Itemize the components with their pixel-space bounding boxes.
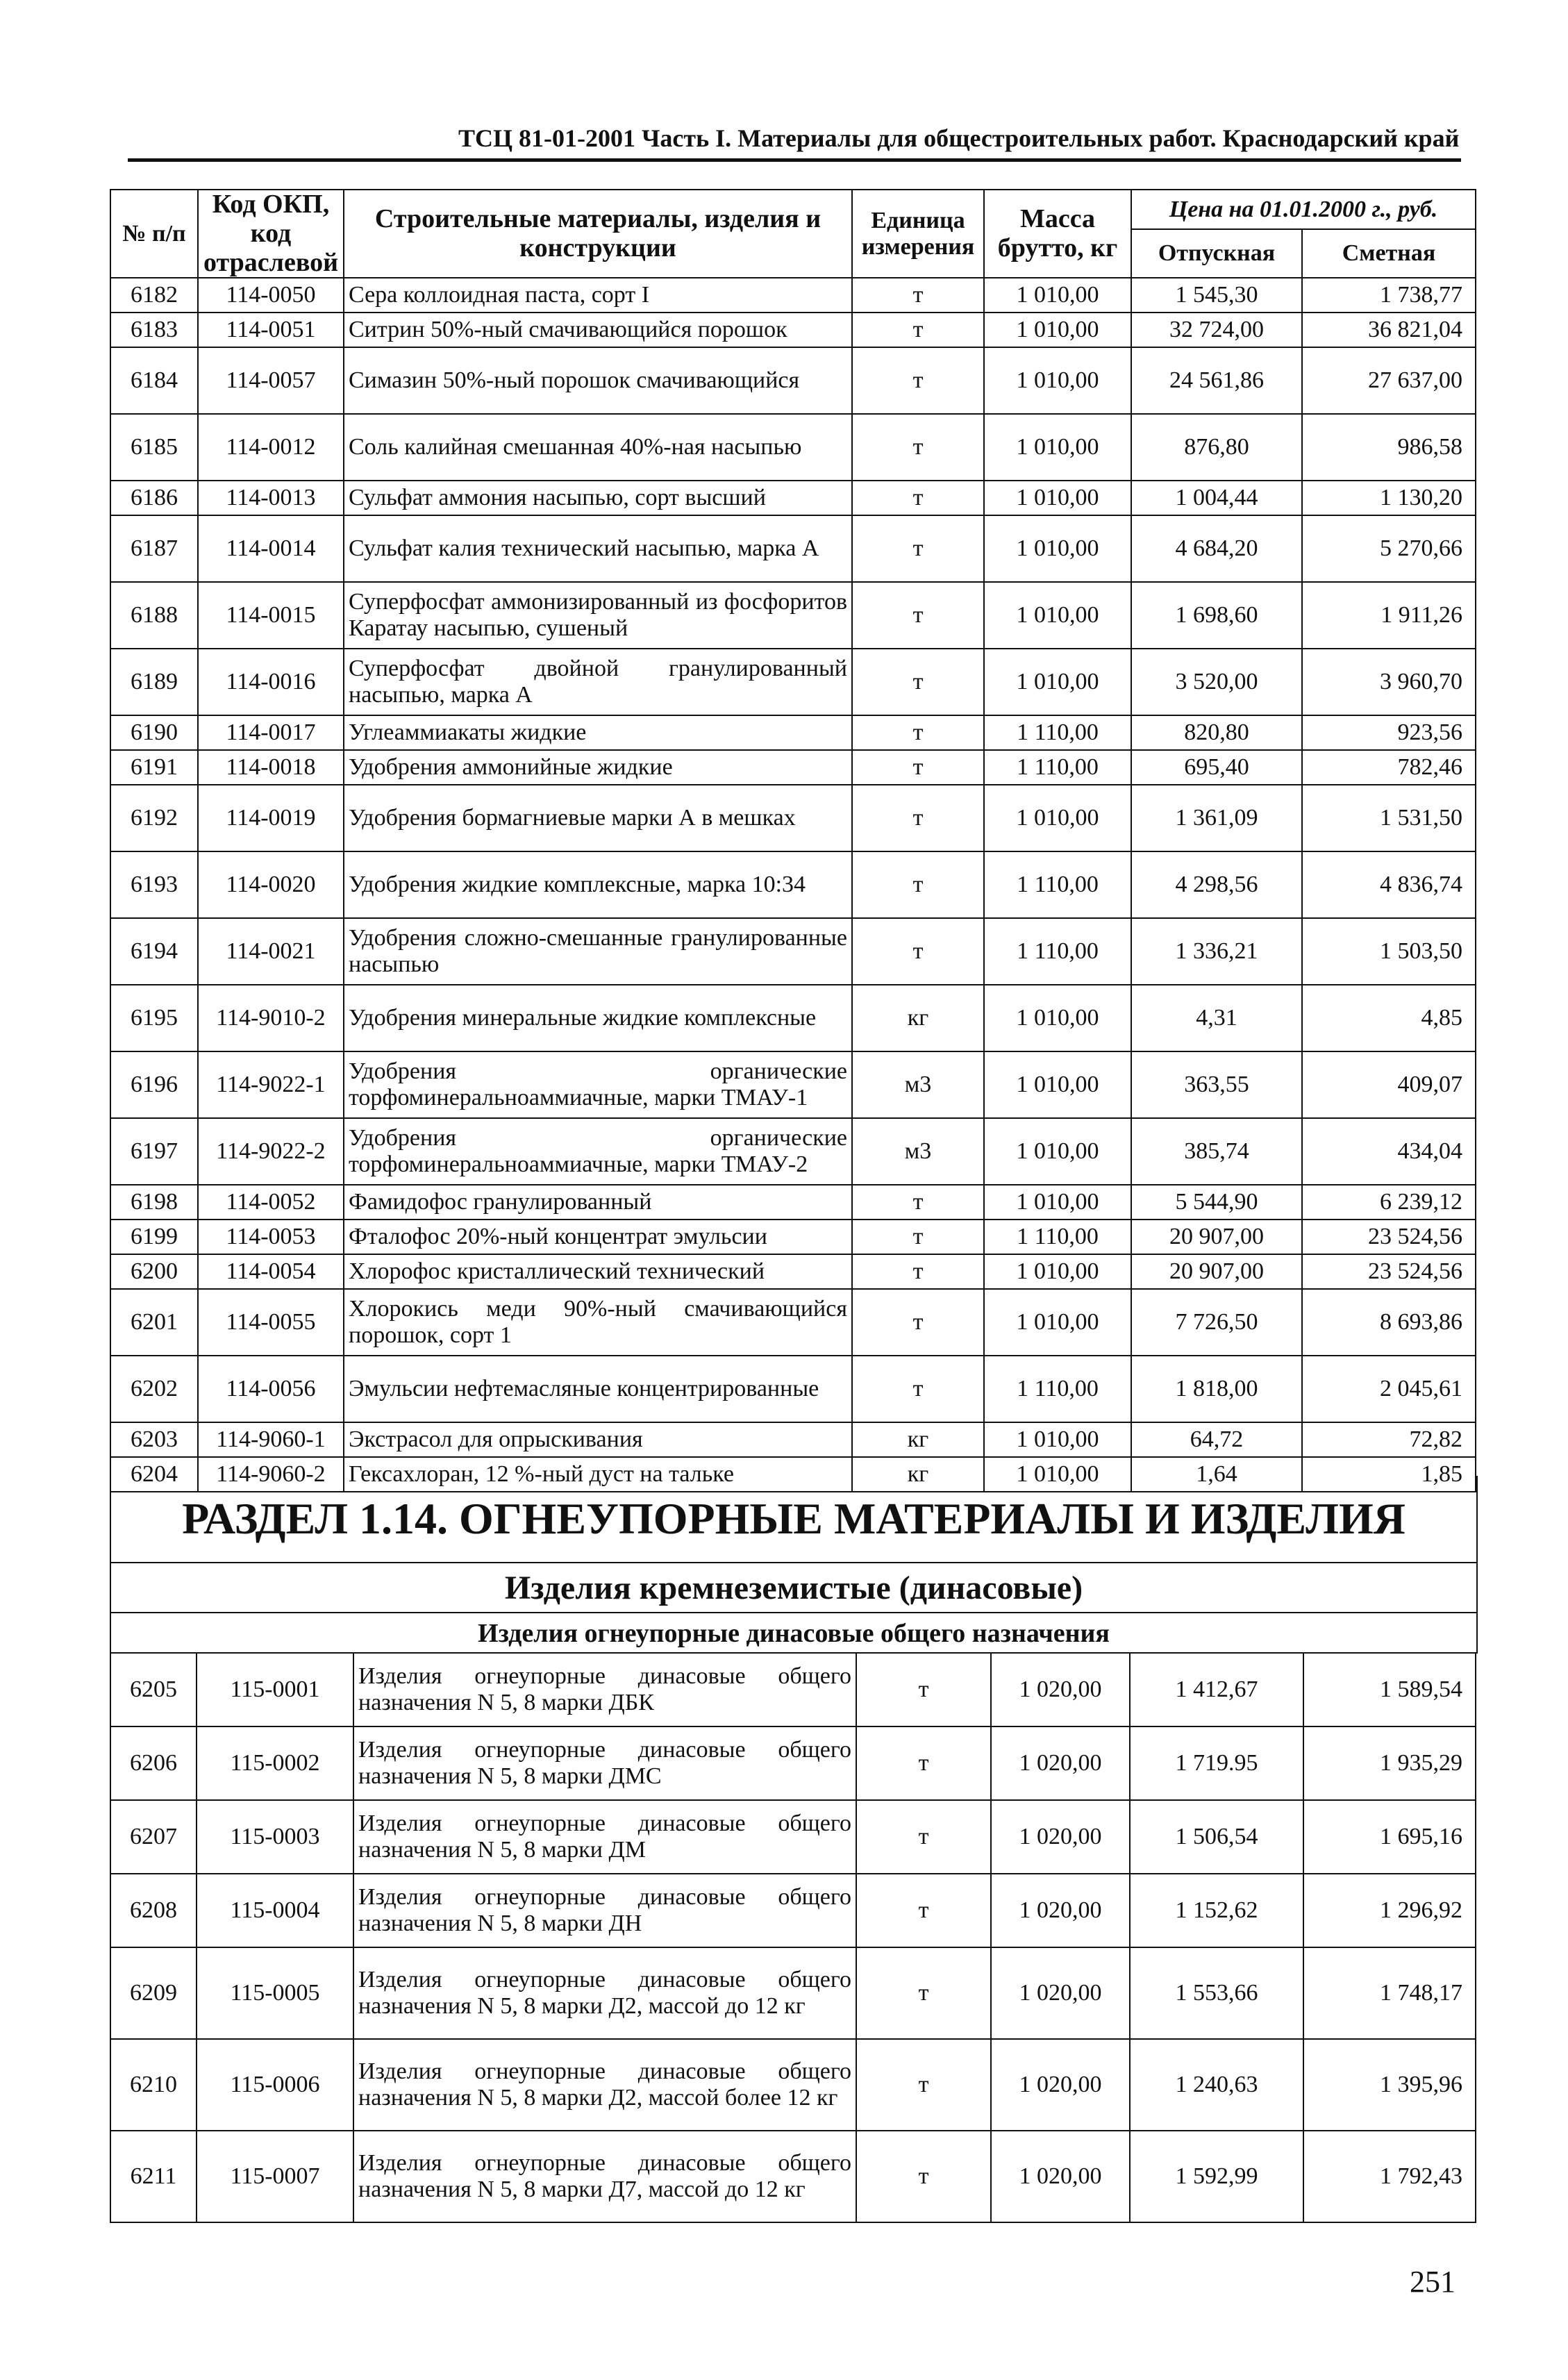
row-mass: 1 010,00 <box>984 1118 1131 1185</box>
row-unit: т <box>852 918 984 985</box>
row-unit: т <box>856 1653 991 1726</box>
table-row <box>110 1289 1476 1356</box>
table-row <box>110 1220 1476 1254</box>
row-unit: т <box>852 582 984 649</box>
row-name: Изделия огнеупорные динасовые общего назначения N 5, 8 марки Д2, массой до 12 кг <box>353 1947 856 2039</box>
table-row <box>110 1254 1476 1289</box>
row-release-price: 1 152,62 <box>1130 1874 1303 1947</box>
table-row <box>110 481 1476 515</box>
row-unit: т <box>852 481 984 515</box>
col-header-mass: Масса брутто, кг <box>984 190 1131 278</box>
row-number: 6208 <box>110 1874 197 1947</box>
row-mass: 1 110,00 <box>984 750 1131 785</box>
table-row <box>110 347 1476 414</box>
row-code: 114-9022-1 <box>198 1051 344 1118</box>
row-number: 6193 <box>110 851 198 918</box>
row-name: Фталофос 20%-ный концентрат эмульсии <box>344 1220 852 1254</box>
row-unit: т <box>852 278 984 313</box>
row-mass: 1 010,00 <box>984 1289 1131 1356</box>
table-row <box>110 1185 1476 1220</box>
row-mass: 1 010,00 <box>984 313 1131 347</box>
row-release-price: 363,55 <box>1131 1051 1302 1118</box>
row-unit: кг <box>852 1457 984 1492</box>
row-estimate-price: 409,07 <box>1302 1051 1476 1118</box>
row-unit: т <box>852 785 984 851</box>
row-estimate-price: 986,58 <box>1302 414 1476 481</box>
row-unit: м3 <box>852 1051 984 1118</box>
row-code: 114-0056 <box>198 1356 344 1422</box>
table-row <box>110 2131 1476 2222</box>
row-name: Сульфат калия технический насыпью, марка А <box>344 515 852 582</box>
row-code: 114-9060-2 <box>198 1457 344 1492</box>
row-release-price: 1 719.95 <box>1130 1726 1303 1800</box>
row-unit: т <box>852 715 984 750</box>
row-number: 6210 <box>110 2039 197 2131</box>
row-name: Удобрения жидкие комплексные, марка 10:34 <box>344 851 852 918</box>
row-number: 6211 <box>110 2131 197 2222</box>
row-name: Изделия огнеупорные динасовые общего назначения N 5, 8 марки Д2, массой более 12 кг <box>353 2039 856 2131</box>
row-name: Удобрения сложно-смешанные гранулированные насыпью <box>344 918 852 985</box>
row-number: 6182 <box>110 278 198 313</box>
col-header-price: Цена на 01.01.2000 г., руб. <box>1131 190 1476 229</box>
table-row <box>110 515 1476 582</box>
row-name: Эмульсии нефтемасляные концентрированные <box>344 1356 852 1422</box>
table-row <box>110 1726 1476 1800</box>
row-name: Хлорофос кристаллический технический <box>344 1254 852 1289</box>
row-number: 6184 <box>110 347 198 414</box>
row-estimate-price: 72,82 <box>1302 1422 1476 1457</box>
row-estimate-price: 1,85 <box>1302 1457 1476 1492</box>
row-estimate-price: 1 748,17 <box>1303 1947 1476 2039</box>
row-release-price: 3 520,00 <box>1131 649 1302 715</box>
row-release-price: 1 361,09 <box>1131 785 1302 851</box>
row-estimate-price: 27 637,00 <box>1302 347 1476 414</box>
row-code: 114-0020 <box>198 851 344 918</box>
row-name: Сера коллоидная паста, сорт I <box>344 278 852 313</box>
row-code: 114-0057 <box>198 347 344 414</box>
row-name: Соль калийная смешанная 40%-ная насыпью <box>344 414 852 481</box>
row-estimate-price: 2 045,61 <box>1302 1356 1476 1422</box>
row-estimate-price: 1 695,16 <box>1303 1800 1476 1874</box>
row-unit: т <box>852 649 984 715</box>
col-header-release: Отпускная <box>1131 229 1302 278</box>
table-row <box>110 278 1476 313</box>
refractory-table-body <box>110 1653 1476 2222</box>
row-estimate-price: 434,04 <box>1302 1118 1476 1185</box>
row-mass: 1 010,00 <box>984 1051 1131 1118</box>
row-number: 6197 <box>110 1118 198 1185</box>
row-release-price: 4 298,56 <box>1131 851 1302 918</box>
row-number: 6201 <box>110 1289 198 1356</box>
table-row <box>110 1800 1476 1874</box>
row-release-price: 1 553,66 <box>1130 1947 1303 2039</box>
row-release-price: 385,74 <box>1131 1118 1302 1185</box>
row-estimate-price: 1 296,92 <box>1303 1874 1476 1947</box>
row-number: 6209 <box>110 1947 197 2039</box>
section-title: РАЗДЕЛ 1.14. ОГНЕУПОРНЫЕ МАТЕРИАЛЫ И ИЗДЕЛИЯ <box>110 1476 1478 1562</box>
row-mass: 1 010,00 <box>984 278 1131 313</box>
row-name: Удобрения органические торфоминеральноаммиачные, марки ТМАУ-2 <box>344 1118 852 1185</box>
row-release-price: 32 724,00 <box>1131 313 1302 347</box>
row-estimate-price: 1 531,50 <box>1302 785 1476 851</box>
row-estimate-price: 4,85 <box>1302 985 1476 1051</box>
row-code: 114-0013 <box>198 481 344 515</box>
table-row <box>110 1947 1476 2039</box>
row-code: 114-9010-2 <box>198 985 344 1051</box>
row-estimate-price: 1 130,20 <box>1302 481 1476 515</box>
row-code: 115-0005 <box>197 1947 353 2039</box>
row-mass: 1 020,00 <box>991 1653 1130 1726</box>
row-name: Углеаммиакаты жидкие <box>344 715 852 750</box>
row-mass: 1 110,00 <box>984 851 1131 918</box>
row-code: 114-0050 <box>198 278 344 313</box>
table-row <box>110 313 1476 347</box>
row-release-price: 24 561,86 <box>1131 347 1302 414</box>
row-release-price: 1 545,30 <box>1131 278 1302 313</box>
row-name: Гексахлоран, 12 %-ный дуст на тальке <box>344 1457 852 1492</box>
row-name: Удобрения минеральные жидкие комплексные <box>344 985 852 1051</box>
row-mass: 1 110,00 <box>984 1356 1131 1422</box>
row-estimate-price: 923,56 <box>1302 715 1476 750</box>
section-group-title: Изделия огнеупорные динасовые общего назначения <box>110 1612 1478 1654</box>
row-unit: т <box>856 1947 991 2039</box>
row-number: 6194 <box>110 918 198 985</box>
col-header-estimate: Сметная <box>1302 229 1476 278</box>
row-number: 6189 <box>110 649 198 715</box>
col-header-unit: Единица измерения <box>852 190 984 278</box>
row-mass: 1 020,00 <box>991 1800 1130 1874</box>
row-name: Суперфосфат аммонизированный из фосфоритов Каратау насыпью, сушеный <box>344 582 852 649</box>
section-subtitle: Изделия кремнеземистые (динасовые) <box>110 1562 1478 1613</box>
row-name: Суперфосфат двойной гранулированный насыпью, марка А <box>344 649 852 715</box>
row-unit: м3 <box>852 1118 984 1185</box>
row-code: 114-0015 <box>198 582 344 649</box>
row-code: 115-0006 <box>197 2039 353 2131</box>
row-number: 6195 <box>110 985 198 1051</box>
row-unit: т <box>852 1185 984 1220</box>
row-estimate-price: 36 821,04 <box>1302 313 1476 347</box>
table-row <box>110 715 1476 750</box>
row-unit: т <box>856 1800 991 1874</box>
row-number: 6204 <box>110 1457 198 1492</box>
row-mass: 1 010,00 <box>984 582 1131 649</box>
materials-price-table <box>110 189 1476 1492</box>
row-release-price: 695,40 <box>1131 750 1302 785</box>
row-code: 114-0052 <box>198 1185 344 1220</box>
row-name: Удобрения аммонийные жидкие <box>344 750 852 785</box>
row-estimate-price: 23 524,56 <box>1302 1254 1476 1289</box>
row-estimate-price: 3 960,70 <box>1302 649 1476 715</box>
row-number: 6185 <box>110 414 198 481</box>
row-mass: 1 020,00 <box>991 1874 1130 1947</box>
table-row <box>110 1118 1476 1185</box>
row-release-price: 4,31 <box>1131 985 1302 1051</box>
row-estimate-price: 8 693,86 <box>1302 1289 1476 1356</box>
col-header-code: Код ОКП, код отраслевой <box>198 190 344 278</box>
row-number: 6191 <box>110 750 198 785</box>
col-header-num: № п/п <box>110 190 198 278</box>
row-estimate-price: 1 395,96 <box>1303 2039 1476 2131</box>
header-divider <box>128 158 1461 162</box>
row-name: Удобрения бормагниевые марки А в мешках <box>344 785 852 851</box>
row-code: 115-0003 <box>197 1800 353 1874</box>
row-unit: т <box>852 313 984 347</box>
row-estimate-price: 1 738,77 <box>1302 278 1476 313</box>
row-release-price: 1 506,54 <box>1130 1800 1303 1874</box>
row-number: 6188 <box>110 582 198 649</box>
table-row <box>110 1653 1476 1726</box>
row-code: 114-9060-1 <box>198 1422 344 1457</box>
row-mass: 1 010,00 <box>984 414 1131 481</box>
table-row <box>110 1422 1476 1457</box>
table-row <box>110 1356 1476 1422</box>
row-release-price: 64,72 <box>1131 1422 1302 1457</box>
row-estimate-price: 5 270,66 <box>1302 515 1476 582</box>
row-code: 114-0012 <box>198 414 344 481</box>
row-estimate-price: 1 589,54 <box>1303 1653 1476 1726</box>
row-number: 6196 <box>110 1051 198 1118</box>
row-estimate-price: 1 911,26 <box>1302 582 1476 649</box>
row-mass: 1 010,00 <box>984 1422 1131 1457</box>
row-unit: т <box>852 515 984 582</box>
row-unit: т <box>856 2039 991 2131</box>
col-header-name: Строительные материалы, изделия и конструкции <box>344 190 852 278</box>
table-row <box>110 1874 1476 1947</box>
row-code: 114-0055 <box>198 1289 344 1356</box>
row-release-price: 1 818,00 <box>1131 1356 1302 1422</box>
running-header: ТСЦ 81-01-2001 Часть I. Материалы для общестроительных работ. Краснодарский край <box>458 124 1460 152</box>
row-unit: т <box>852 1289 984 1356</box>
row-unit: кг <box>852 1422 984 1457</box>
row-name: Экстрасол для опрыскивания <box>344 1422 852 1457</box>
row-release-price: 1 240,63 <box>1130 2039 1303 2131</box>
row-code: 114-0014 <box>198 515 344 582</box>
row-name: Изделия огнеупорные динасовые общего назначения N 5, 8 марки ДМ <box>353 1800 856 1874</box>
row-number: 6198 <box>110 1185 198 1220</box>
row-code: 115-0002 <box>197 1726 353 1800</box>
table-row <box>110 985 1476 1051</box>
row-unit: т <box>852 414 984 481</box>
row-estimate-price: 23 524,56 <box>1302 1220 1476 1254</box>
row-mass: 1 010,00 <box>984 785 1131 851</box>
table-row <box>110 649 1476 715</box>
table-row <box>110 1051 1476 1118</box>
row-name: Изделия огнеупорные динасовые общего назначения N 5, 8 марки ДМС <box>353 1726 856 1800</box>
table-row <box>110 2039 1476 2131</box>
row-number: 6199 <box>110 1220 198 1254</box>
row-mass: 1 010,00 <box>984 515 1131 582</box>
row-name: Ситрин 50%-ный смачивающийся порошок <box>344 313 852 347</box>
row-number: 6192 <box>110 785 198 851</box>
row-release-price: 20 907,00 <box>1131 1220 1302 1254</box>
row-unit: т <box>856 2131 991 2222</box>
row-number: 6203 <box>110 1422 198 1457</box>
row-mass: 1 110,00 <box>984 715 1131 750</box>
row-release-price: 7 726,50 <box>1131 1289 1302 1356</box>
refractory-price-table <box>110 1652 1476 2223</box>
row-code: 114-9022-2 <box>198 1118 344 1185</box>
row-mass: 1 010,00 <box>984 1457 1131 1492</box>
table-row <box>110 414 1476 481</box>
row-release-price: 876,80 <box>1131 414 1302 481</box>
row-number: 6190 <box>110 715 198 750</box>
row-mass: 1 020,00 <box>991 1726 1130 1800</box>
row-code: 114-0021 <box>198 918 344 985</box>
table-row <box>110 918 1476 985</box>
row-unit: т <box>852 851 984 918</box>
row-release-price: 20 907,00 <box>1131 1254 1302 1289</box>
row-name: Сульфат аммония насыпью, сорт высший <box>344 481 852 515</box>
row-release-price: 1,64 <box>1131 1457 1302 1492</box>
row-release-price: 1 336,21 <box>1131 918 1302 985</box>
row-mass: 1 010,00 <box>984 1185 1131 1220</box>
row-code: 115-0001 <box>197 1653 353 1726</box>
row-number: 6187 <box>110 515 198 582</box>
row-unit: т <box>856 1726 991 1800</box>
table-row <box>110 851 1476 918</box>
row-number: 6200 <box>110 1254 198 1289</box>
row-name: Хлорокись меди 90%-ный смачивающийся порошок, сорт 1 <box>344 1289 852 1356</box>
row-unit: т <box>852 1356 984 1422</box>
row-code: 114-0018 <box>198 750 344 785</box>
row-number: 6186 <box>110 481 198 515</box>
row-code: 115-0007 <box>197 2131 353 2222</box>
row-release-price: 820,80 <box>1131 715 1302 750</box>
materials-table-body <box>110 278 1476 1492</box>
row-name: Удобрения органические торфоминеральноаммиачные, марки ТМАУ-1 <box>344 1051 852 1118</box>
row-code: 114-0017 <box>198 715 344 750</box>
row-release-price: 4 684,20 <box>1131 515 1302 582</box>
row-mass: 1 110,00 <box>984 918 1131 985</box>
row-release-price: 1 698,60 <box>1131 582 1302 649</box>
row-estimate-price: 6 239,12 <box>1302 1185 1476 1220</box>
row-number: 6206 <box>110 1726 197 1800</box>
row-mass: 1 010,00 <box>984 649 1131 715</box>
row-name: Фамидофос гранулированный <box>344 1185 852 1220</box>
row-unit: т <box>852 1220 984 1254</box>
row-estimate-price: 1 503,50 <box>1302 918 1476 985</box>
row-mass: 1 020,00 <box>991 2131 1130 2222</box>
row-unit: т <box>852 1254 984 1289</box>
row-number: 6202 <box>110 1356 198 1422</box>
row-mass: 1 110,00 <box>984 1220 1131 1254</box>
row-estimate-price: 4 836,74 <box>1302 851 1476 918</box>
row-code: 114-0053 <box>198 1220 344 1254</box>
row-estimate-price: 1 935,29 <box>1303 1726 1476 1800</box>
row-name: Симазин 50%-ный порошок смачивающийся <box>344 347 852 414</box>
row-number: 6205 <box>110 1653 197 1726</box>
row-number: 6183 <box>110 313 198 347</box>
row-mass: 1 020,00 <box>991 1947 1130 2039</box>
row-name: Изделия огнеупорные динасовые общего назначения N 5, 8 марки ДН <box>353 1874 856 1947</box>
row-code: 114-0019 <box>198 785 344 851</box>
table-row <box>110 750 1476 785</box>
row-unit: т <box>852 347 984 414</box>
row-mass: 1 010,00 <box>984 1254 1131 1289</box>
row-code: 114-0016 <box>198 649 344 715</box>
row-code: 115-0004 <box>197 1874 353 1947</box>
row-release-price: 1 592,99 <box>1130 2131 1303 2222</box>
row-mass: 1 010,00 <box>984 347 1131 414</box>
row-unit: т <box>856 1874 991 1947</box>
row-release-price: 1 412,67 <box>1130 1653 1303 1726</box>
row-mass: 1 010,00 <box>984 985 1131 1051</box>
row-name: Изделия огнеупорные динасовые общего назначения N 5, 8 марки ДБК <box>353 1653 856 1726</box>
row-estimate-price: 1 792,43 <box>1303 2131 1476 2222</box>
row-name: Изделия огнеупорные динасовые общего назначения N 5, 8 марки Д7, массой до 12 кг <box>353 2131 856 2222</box>
row-unit: кг <box>852 985 984 1051</box>
page-number: 251 <box>1410 2265 1456 2299</box>
row-release-price: 1 004,44 <box>1131 481 1302 515</box>
row-release-price: 5 544,90 <box>1131 1185 1302 1220</box>
row-mass: 1 020,00 <box>991 2039 1130 2131</box>
row-estimate-price: 782,46 <box>1302 750 1476 785</box>
row-number: 6207 <box>110 1800 197 1874</box>
row-unit: т <box>852 750 984 785</box>
row-code: 114-0051 <box>198 313 344 347</box>
row-code: 114-0054 <box>198 1254 344 1289</box>
row-mass: 1 010,00 <box>984 481 1131 515</box>
table-row <box>110 785 1476 851</box>
table-row <box>110 582 1476 649</box>
